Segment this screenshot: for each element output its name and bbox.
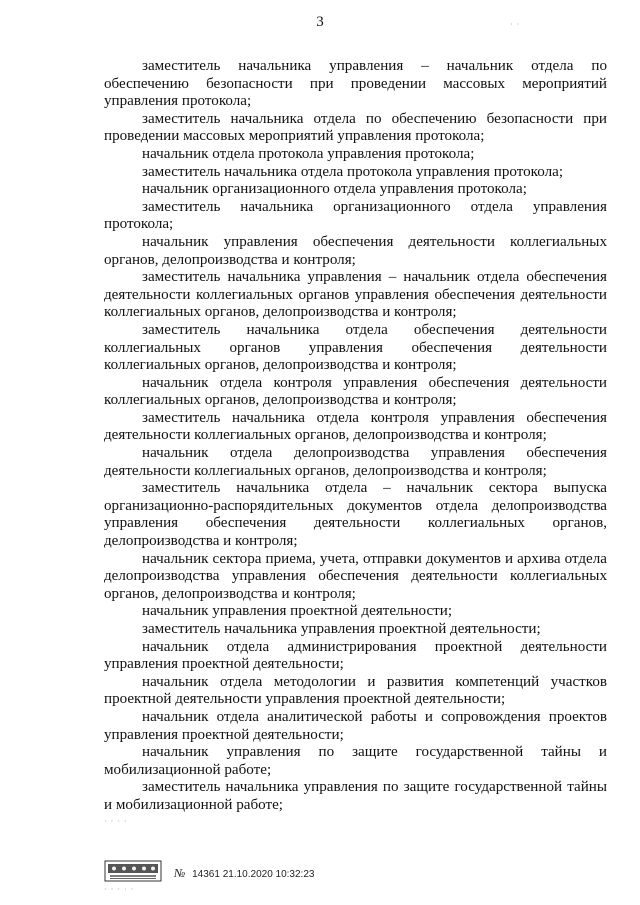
number-sign: №	[174, 866, 186, 880]
paragraph: заместитель начальника управления по защите государственной тайны и мобилизационной работе;	[104, 779, 607, 813]
page-number: 3	[316, 14, 324, 30]
paragraph: начальник отдела контроля управления обеспечения деятельности коллегиальных органов, делопроизводства и контроля;	[104, 374, 607, 409]
paragraph: заместитель начальника отдела контроля управления обеспечения деятельности коллегиальных органов, делопроизводства и контроля;	[104, 409, 607, 444]
paragraph: начальник сектора приема, учета, отправки документов и архива отдела делопроизводства управления обеспечения деятельности коллегиальных органов, делопроизводства и контроля;	[104, 550, 607, 602]
scan-artifact: · · · ·	[104, 817, 128, 826]
document-body	[104, 58, 607, 815]
paragraph: начальник отдела протокола управления протокола;	[142, 145, 475, 162]
paragraph: начальник управления проектной деятельности;	[142, 603, 453, 620]
paragraph: заместитель начальника управления – начальник отдела по обеспечению безопасности при проведении массовых мероприятий управления протокола;	[104, 58, 607, 110]
paragraph: заместитель начальника организационного отдела управления протокола;	[104, 198, 607, 233]
paragraph: начальник отдела аналитической работы и сопровождения проектов управления проектной деятельности;	[104, 708, 607, 743]
paragraph: начальник управления обеспечения деятельности коллегиальных органов, делопроизводства и контроля;	[104, 233, 607, 268]
paragraph: начальник отдела методологии и развития компетенций участков проектной деятельности управления проектной деятельности;	[104, 673, 607, 708]
paragraph: начальник отдела администрирования проектной деятельности управления проектной деятельности;	[104, 638, 607, 673]
paragraph: заместитель начальника управления – начальник отдела обеспечения деятельности коллегиальных органов управления обеспечения деятельности коллегиальных органов, делопроизводства и контроля;	[104, 269, 607, 321]
registration-number: 14361	[192, 869, 220, 880]
paragraph: заместитель начальника управления проектной деятельности;	[142, 621, 541, 637]
scan-artifact: · ·	[510, 20, 521, 29]
paragraph: заместитель начальника отдела протокола управления протокола;	[142, 163, 564, 180]
emblem-stamp-icon	[104, 860, 162, 882]
paragraph: заместитель начальника отдела обеспечения деятельности коллегиальных органов управления обеспечения деятельности коллегиальных органов, делопроизводства и контроля;	[104, 321, 607, 374]
registration-datetime: 21.10.2020 10:32:23	[222, 869, 315, 880]
paragraph: начальник организационного отдела управления протокола;	[142, 181, 527, 198]
registration-line	[174, 866, 314, 881]
paragraph: заместитель начальника отдела – начальник сектора выпуска организационно-распорядительных документов отдела делопроизводства управления обеспечения деятельности коллегиальных органов, делопроизводства и контроля;	[104, 480, 607, 550]
paragraph: заместитель начальника отдела по обеспечению безопасности при проведении массовых мероприятий управления протокола;	[104, 110, 607, 145]
scan-artifact: · · · · ·	[104, 885, 135, 894]
document-footer	[104, 860, 604, 900]
paragraph: начальник отдела делопроизводства управления обеспечения деятельности коллегиальных органов, делопроизводства и контроля;	[104, 445, 607, 479]
paragraph: начальник управления по защите государственной тайны и мобилизационной работе;	[104, 744, 607, 778]
